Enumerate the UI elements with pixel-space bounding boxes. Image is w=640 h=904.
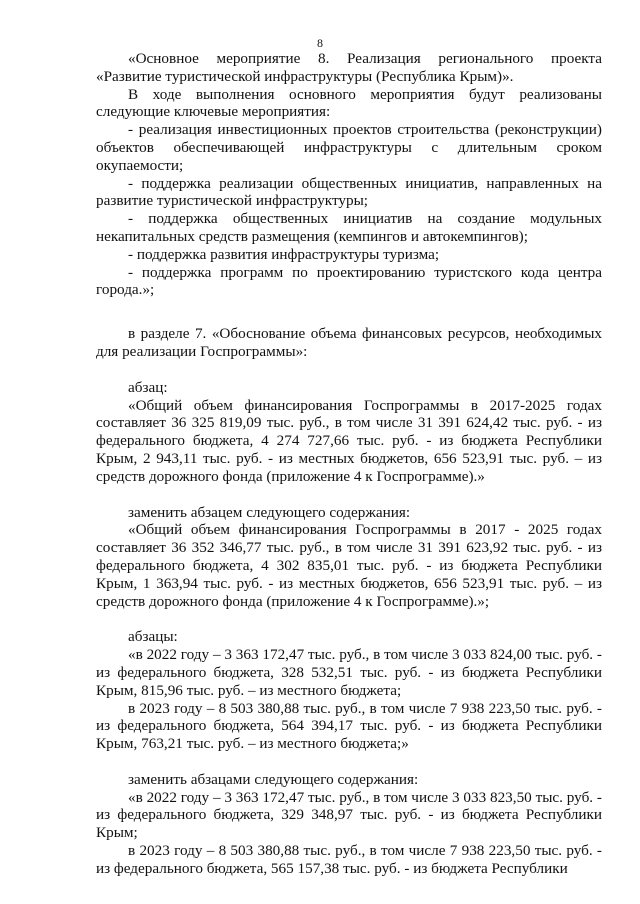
paragraph-new-2022-funding: «в 2022 году – 3 363 172,47 тыс. руб., в том числе 3 033 823,50 тыс. руб. - из федерального бюджета, 329 348,97 тыс. руб. - из бюджета Республики Крым; xyxy=(96,788,602,842)
paragraph-replace-with-label: заменить абзацем следующего содержания: xyxy=(128,503,411,521)
spacer xyxy=(96,610,602,628)
paragraph-label-abzacy: абзацы: xyxy=(128,628,178,646)
paragraph-old-2022-funding: «в 2022 году – 3 363 172,47 тыс. руб., в том числе 3 033 824,00 тыс. руб. - из федерального бюджета, 328 532,51 тыс. руб. - из бюджета Республики Крым, 815,96 тыс. руб. – из местного бюджета; xyxy=(96,646,602,699)
list-item-modular-accommodation: - поддержка общественных инициатив на создание модульных некапитальных средств размещения (кемпингов и автокемпингов); xyxy=(96,210,602,245)
paragraph-new-2023-funding: в 2023 году – 8 503 380,88 тыс. руб., в том числе 7 938 223,50 тыс. руб. - из федерального бюджета, 565 157,38 тыс. руб. - из бюджета Республики xyxy=(96,842,602,877)
page-number: 8 xyxy=(317,36,323,50)
paragraph-main-activity-title: «Основное мероприятие 8. Реализация регионального проекта «Развитие туристической инфраструктуры (Республика Крым)». xyxy=(96,50,602,85)
paragraph-new-total-funding: «Общий объем финансирования Госпрограммы в 2017 - 2025 годах составляет 36 352 346,77 тыс. руб., в том числе 31 391 623,92 тыс. руб. - из федерального бюджета, 4 302 835,01 тыс. руб. - из бюджета Республики Крым, 1 363,94 тыс. руб. - из местных бюджетов, 656 523,91 тыс. руб. – из средств дорожного фонда (приложение 4 к Госпрограмме).»; xyxy=(96,521,602,610)
spacer xyxy=(96,486,602,504)
paragraph-replace-with-paragraphs-label: заменить абзацами следующего содержания: xyxy=(128,770,419,788)
paragraph-old-total-funding: «Общий объем финансирования Госпрограммы в 2017-2025 годах составляет 36 325 819,09 тыс. руб., в том числе 31 391 624,42 тыс. руб. - из федерального бюджета, 4 274 727,66 тыс. руб. - из бюджета Республики Крым, 2 943,11 тыс. руб. - из местных бюджетов, 656 523,91 тыс. руб. – из средств дорожного фонда (приложение 4 к Госпрограмме).» xyxy=(96,396,602,485)
list-item-investment-projects: - реализация инвестиционных проектов строительства (реконструкции) объектов обеспечивающей инфраструктуры с длительным сроком окупаемости; xyxy=(96,121,602,174)
paragraph-old-2023-funding: в 2023 году – 8 503 380,88 тыс. руб., в том числе 7 938 223,50 тыс. руб. - из федерального бюджета, 564 394,17 тыс. руб. - из бюджета Республики Крым, 763,21 тыс. руб. – из местного бюджета;» xyxy=(96,699,602,753)
paragraph-section-7-reference: в разделе 7. «Обоснование объема финансовых ресурсов, необходимых для реализации Госпрограммы»: xyxy=(96,325,602,360)
paragraph-label-abzac: абзац: xyxy=(128,378,168,396)
document-body xyxy=(96,50,602,878)
spacer xyxy=(96,753,602,771)
spacer xyxy=(96,361,602,379)
list-item-tourism-infrastructure: - поддержка развития инфраструктуры туризма; xyxy=(128,245,440,263)
paragraph-key-activities-intro: В ходе выполнения основного мероприятия будут реализованы следующие ключевые мероприятия: xyxy=(96,85,602,121)
spacer xyxy=(96,299,602,325)
list-item-tourist-code-programs: - поддержка программ по проектированию туристского кода центра города.»; xyxy=(96,263,602,299)
list-item-public-initiatives-infrastructure: - поддержка реализации общественных инициатив, направленных на развитие туристической инфраструктуры; xyxy=(96,174,602,210)
